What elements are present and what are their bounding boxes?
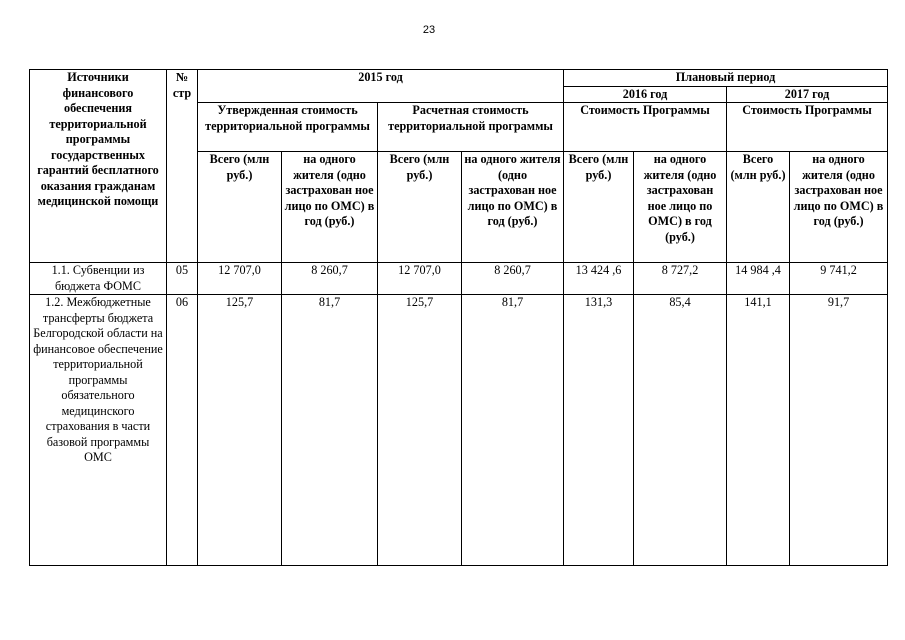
header-total-2016: Всего (млн руб.)	[564, 152, 634, 263]
header-total-2015-estimated: Всего (млн руб.)	[378, 152, 462, 263]
page-number: 23	[422, 24, 436, 36]
table-row	[30, 295, 888, 566]
cell-total-2015-approved: 12 707,0	[198, 263, 282, 295]
header-per-capita-2015-estimated: на одного жителя (одно застрахован ное лицо по ОМС) в год (руб.)	[462, 152, 564, 263]
cell-per-capita-2015-approved: 81,7	[282, 295, 378, 566]
cell-source: 1.1. Субвенции из бюджета ФОМС	[30, 263, 167, 295]
header-planned-period: Плановый период	[564, 70, 888, 87]
header-program-cost-2017: Стоимость Программы	[727, 103, 888, 152]
cell-source: 1.2. Межбюджетные трансферты бюджета Белгородской области на финансовое обеспечение территориальной программы обязательного медицинского страхования в части базовой программы ОМС	[30, 295, 167, 566]
cell-row-number: 06	[167, 295, 198, 566]
header-year-2015: 2015 год	[198, 70, 564, 103]
cell-total-2016: 131,3	[564, 295, 634, 566]
cell-total-2016: 13 424 ,6	[564, 263, 634, 295]
header-total-2015-approved: Всего (млн руб.)	[198, 152, 282, 263]
cell-per-capita-2016: 85,4	[634, 295, 727, 566]
cell-total-2015-estimated: 125,7	[378, 295, 462, 566]
cell-per-capita-2015-approved: 8 260,7	[282, 263, 378, 295]
header-approved-cost: Утвержденная стоимость территориальной программы	[198, 103, 378, 152]
header-program-cost-2016: Стоимость Программы	[564, 103, 727, 152]
cell-total-2015-estimated: 12 707,0	[378, 263, 462, 295]
financing-table	[29, 69, 888, 566]
header-estimated-cost: Расчетная стоимость территориальной программы	[378, 103, 564, 152]
header-per-capita-2017: на одного жителя (одно застрахован ное лицо по ОМС) в год (руб.)	[790, 152, 888, 263]
cell-total-2017: 14 984 ,4	[727, 263, 790, 295]
cell-per-capita-2017: 91,7	[790, 295, 888, 566]
cell-per-capita-2017: 9 741,2	[790, 263, 888, 295]
cell-row-number: 05	[167, 263, 198, 295]
header-per-capita-2016: на одного жителя (одно застрахован ное лицо по ОМС) в год (руб.)	[634, 152, 727, 263]
header-year-2016: 2016 год	[564, 86, 727, 103]
header-per-capita-2015-approved: на одного жителя (одно застрахован ное лицо по ОМС) в год (руб.)	[282, 152, 378, 263]
cell-per-capita-2015-estimated: 81,7	[462, 295, 564, 566]
cell-total-2015-approved: 125,7	[198, 295, 282, 566]
cell-per-capita-2015-estimated: 8 260,7	[462, 263, 564, 295]
header-year-2017: 2017 год	[727, 86, 888, 103]
table-row	[30, 263, 888, 295]
header-row-number: № стр	[167, 70, 198, 263]
cell-total-2017: 141,1	[727, 295, 790, 566]
header-source: Источники финансового обеспечения территориальной программы государственных гарантий бесплатного оказания гражданам медицинской помощи	[30, 70, 167, 263]
cell-per-capita-2016: 8 727,2	[634, 263, 727, 295]
header-total-2017: Всего (млн руб.)	[727, 152, 790, 263]
